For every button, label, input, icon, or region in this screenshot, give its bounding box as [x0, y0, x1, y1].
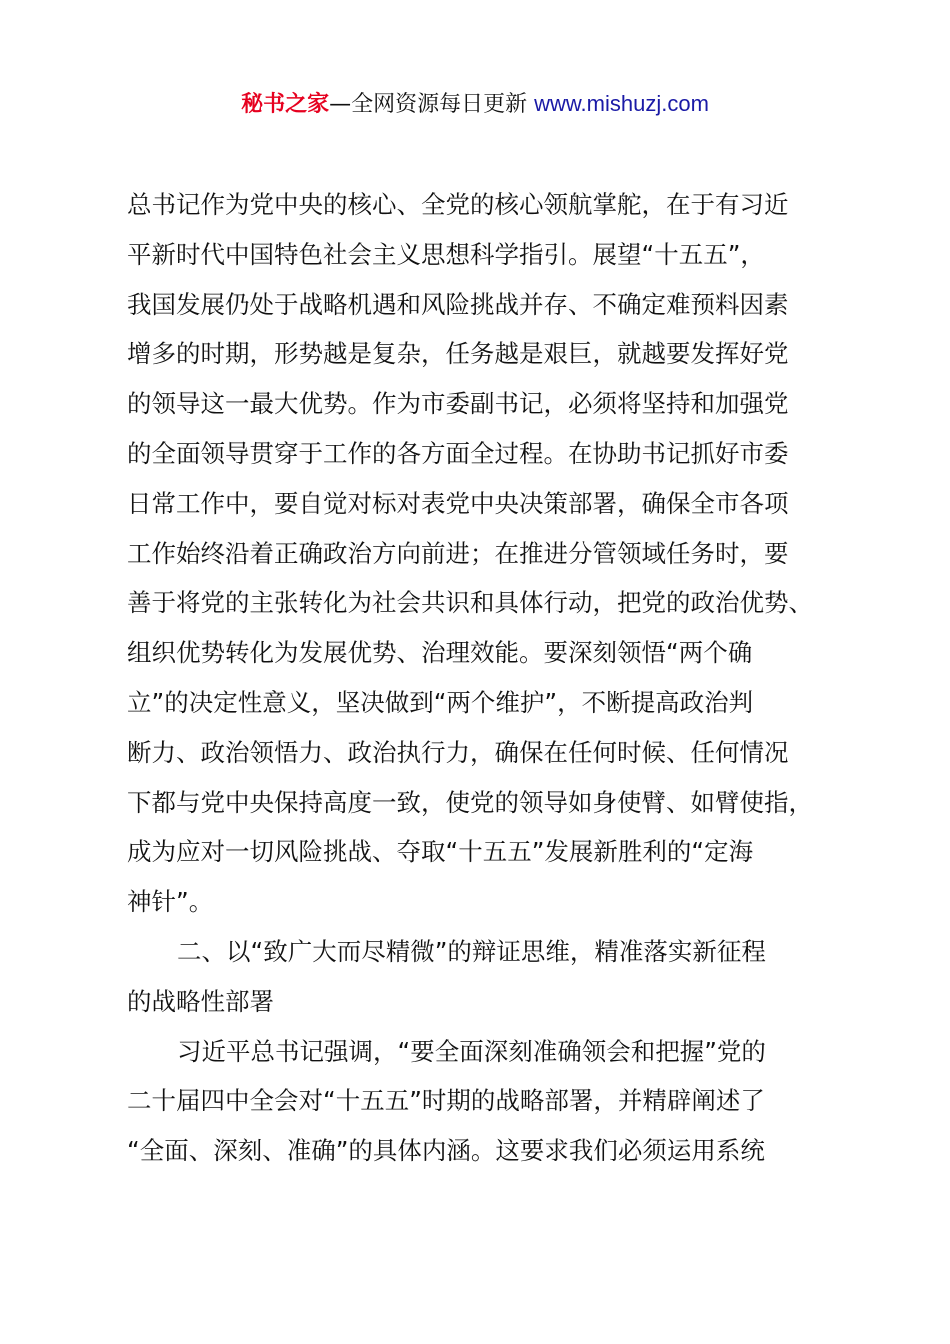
- text-line: 总书记作为党中央的核心、全党的核心领航掌舵，在于有习近: [127, 190, 789, 219]
- text-line: 成为应对一切风险挑战、夺取“十五五”发展新胜利的“定海: [127, 837, 754, 867]
- text-line: 我国发展仍处于战略机遇和风险挑战并存、不确定难预料因素: [127, 289, 789, 319]
- brand-name: 秘书之家: [241, 92, 330, 117]
- section-heading-line: 的战略性部署: [127, 986, 274, 1016]
- text-line: 神针”。: [127, 887, 214, 917]
- page-header: [0, 88, 950, 121]
- text-line: 平新时代中国特色社会主义思想科学指引。展望“十五五”，: [127, 239, 765, 269]
- header-slogan: —全网资源每日更新: [329, 92, 535, 117]
- text-line: 善于将党的主张转化为社会共识和具体行动，把党的政治优势、: [127, 588, 813, 618]
- text-line: 立”的决定性意义，坚决做到“两个维护”，不断提高政治判: [127, 687, 754, 717]
- text-line: 习近平总书记强调，“要全面深刻准确领会和把握”党的: [177, 1036, 766, 1066]
- text-line: “全面、深刻、准确”的具体内涵。这要求我们必须运用系统: [127, 1136, 765, 1166]
- text-line: 日常工作中，要自觉对标对表党中央决策部署，确保全市各项: [127, 488, 789, 518]
- text-line: 的全面领导贯穿于工作的各方面全过程。在协助书记抓好市委: [127, 438, 789, 468]
- text-line: 下都与党中央保持高度一致，使党的领导如身使臂、如臂使指，: [127, 787, 813, 817]
- document-body: [127, 185, 857, 1181]
- section-heading-line: 二、以“致广大而尽精微”的辩证思维，精准落实新征程: [177, 936, 766, 966]
- text-line: 二十届四中全会对“十五五”时期的战略部署，并精辟阐述了: [127, 1086, 765, 1116]
- text-line: 增多的时期，形势越是复杂，任务越是艰巨，就越要发挥好党: [127, 339, 789, 369]
- site-url[interactable]: www.mishuzj.com: [534, 91, 709, 116]
- text-line: 工作始终沿着正确政治方向前进；在推进分管领域任务时，要: [127, 538, 789, 568]
- text-line: 组织优势转化为发展优势、治理效能。要深刻领悟“两个确: [127, 638, 753, 668]
- text-line: 断力、政治领悟力、政治执行力，确保在任何时候、任何情况: [127, 737, 789, 767]
- text-line: 的领导这一最大优势。作为市委副书记，必须将坚持和加强党: [127, 389, 789, 419]
